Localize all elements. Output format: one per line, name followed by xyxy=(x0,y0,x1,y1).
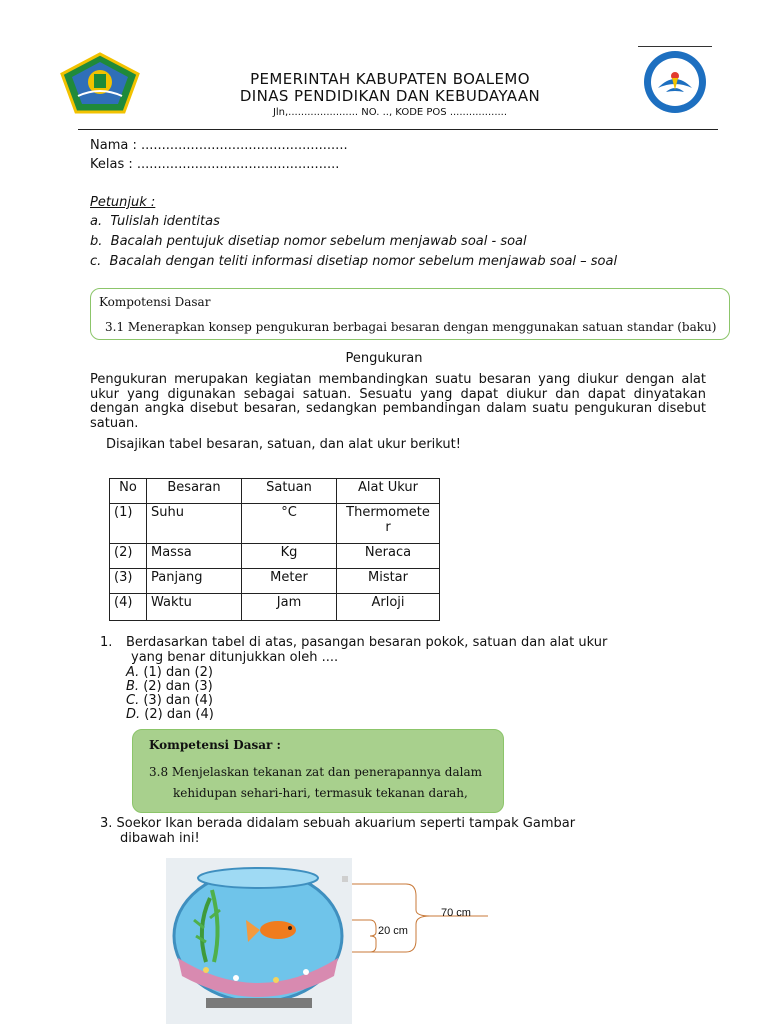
name-field: Nama : .................................................. xyxy=(90,138,348,153)
instruction-item-b xyxy=(90,234,527,249)
instruction-marker: c. xyxy=(90,254,102,269)
option-text: (3) dan (4) xyxy=(139,693,213,708)
instruction-item-a xyxy=(90,214,220,229)
kabupaten-logo-icon xyxy=(60,52,140,114)
table-cell: Massa xyxy=(147,544,242,569)
question-1-option-a xyxy=(126,665,213,680)
table-cell: Waktu xyxy=(147,594,242,621)
question-1-text-line2: yang benar ditunjukkan oleh .... xyxy=(131,650,339,665)
option-text: (2) dan (3) xyxy=(139,679,213,694)
question-1-text-line1: Berdasarkan tabel di atas, pasangan besaran pokok, satuan dan alat ukur xyxy=(126,635,608,650)
table-cell: (1) xyxy=(110,504,147,544)
class-field: Kelas : ................................................. xyxy=(90,157,340,172)
table-cell: Meter xyxy=(242,569,337,594)
tut-wuri-handayani-logo-icon xyxy=(636,50,714,114)
table-row xyxy=(110,504,440,544)
table-row xyxy=(110,594,440,621)
competency-box-2 xyxy=(132,729,504,813)
competency-2-line2: kehidupan sehari-hari, termasuk tekanan darah, xyxy=(173,786,468,800)
table-cell: Suhu xyxy=(147,504,242,544)
table-cell-line: r xyxy=(385,520,391,535)
option-text: (2) dan (4) xyxy=(140,707,214,722)
option-letter: D. xyxy=(126,707,141,722)
header-top-line xyxy=(638,46,712,47)
competency-2-line1: 3.8 Menjelaskan tekanan zat dan penerapannya dalam xyxy=(149,765,482,779)
table-cell: Mistar xyxy=(337,569,440,594)
question-3-text-line2: dibawah ini! xyxy=(120,831,200,846)
instruction-text: Bacalah pentujuk disetiap nomor sebelum menjawab soal - soal xyxy=(110,234,527,249)
table-cell: (3) xyxy=(110,569,147,594)
table-row xyxy=(110,569,440,594)
table-cell: Kg xyxy=(242,544,337,569)
table-cell: (4) xyxy=(110,594,147,621)
header-government-name: PEMERINTAH KABUPATEN BOALEMO xyxy=(250,70,530,88)
option-letter: A. xyxy=(126,665,140,680)
option-text: (1) dan (2) xyxy=(139,665,213,680)
table-header-cell: Alat Ukur xyxy=(337,479,440,504)
header-divider xyxy=(78,129,718,130)
competency-2-title: Kompetensi Dasar : xyxy=(149,738,281,752)
competency-box-1 xyxy=(90,288,730,340)
table-cell: Arloji xyxy=(337,594,440,621)
table-row xyxy=(110,544,440,569)
instructions-title: Petunjuk : xyxy=(90,195,156,210)
table-cell: Neraca xyxy=(337,544,440,569)
dimension-label-20cm: 20 cm xyxy=(378,925,408,937)
table-cell: Jam xyxy=(242,594,337,621)
question-1-option-c xyxy=(126,693,213,708)
question-3-text-line1: 3. Soekor Ikan berada didalam sebuah akuarium seperti tampak Gambar xyxy=(100,816,576,831)
dimension-lines-icon xyxy=(350,880,490,960)
header-department-name: DINAS PENDIDIKAN DAN KEBUDAYAAN xyxy=(239,87,541,105)
table-cell: °C xyxy=(242,504,337,544)
instruction-text: Tulislah identitas xyxy=(110,214,220,229)
competency-1-title: Kompotensi Dasar xyxy=(99,295,211,309)
header-address: Jln,...................... NO. .., KODE POS .................. xyxy=(272,107,508,118)
table-intro: Disajikan tabel besaran, satuan, dan alat ukur berikut! xyxy=(106,437,461,452)
instruction-item-c xyxy=(90,254,617,269)
table-header-cell: Besaran xyxy=(147,479,242,504)
instruction-marker: b. xyxy=(90,234,103,249)
question-1-option-d xyxy=(126,707,214,722)
aquarium-image xyxy=(166,858,352,1024)
instruction-marker: a. xyxy=(90,214,103,229)
instruction-text: Bacalah dengan teliti informasi disetiap nomor sebelum menjawab soal – soal xyxy=(109,254,618,269)
competency-1-text: 3.1 Menerapkan konsep pengukuran berbagai besaran dengan menggunakan satuan standar (baku) xyxy=(105,320,717,334)
dimension-label-70cm: 70 cm xyxy=(441,907,471,919)
table-cell xyxy=(337,504,440,544)
table-cell: Panjang xyxy=(147,569,242,594)
section-title: Pengukuran xyxy=(345,351,423,366)
measurement-table xyxy=(109,478,440,621)
option-letter: B. xyxy=(126,679,140,694)
question-1-option-b xyxy=(126,679,213,694)
question-1-number: 1. xyxy=(100,635,113,650)
table-header-cell: Satuan xyxy=(242,479,337,504)
section-paragraph: Pengukuran merupakan kegiatan membandingkan suatu besaran yang diukur dengan alat ukur yang digunakan sebagai satuan. Sesuatu yang dapat diukur dan dapat dinyatakan dengan angka disebut besaran, sedangkan pembandingan dalam suatu pengukuran disebut satuan. xyxy=(90,372,706,431)
option-letter: C. xyxy=(126,693,140,708)
table-cell-line: Thermomete xyxy=(346,505,430,520)
table-header-row xyxy=(110,479,440,504)
table-cell: (2) xyxy=(110,544,147,569)
table-header-cell: No xyxy=(110,479,147,504)
